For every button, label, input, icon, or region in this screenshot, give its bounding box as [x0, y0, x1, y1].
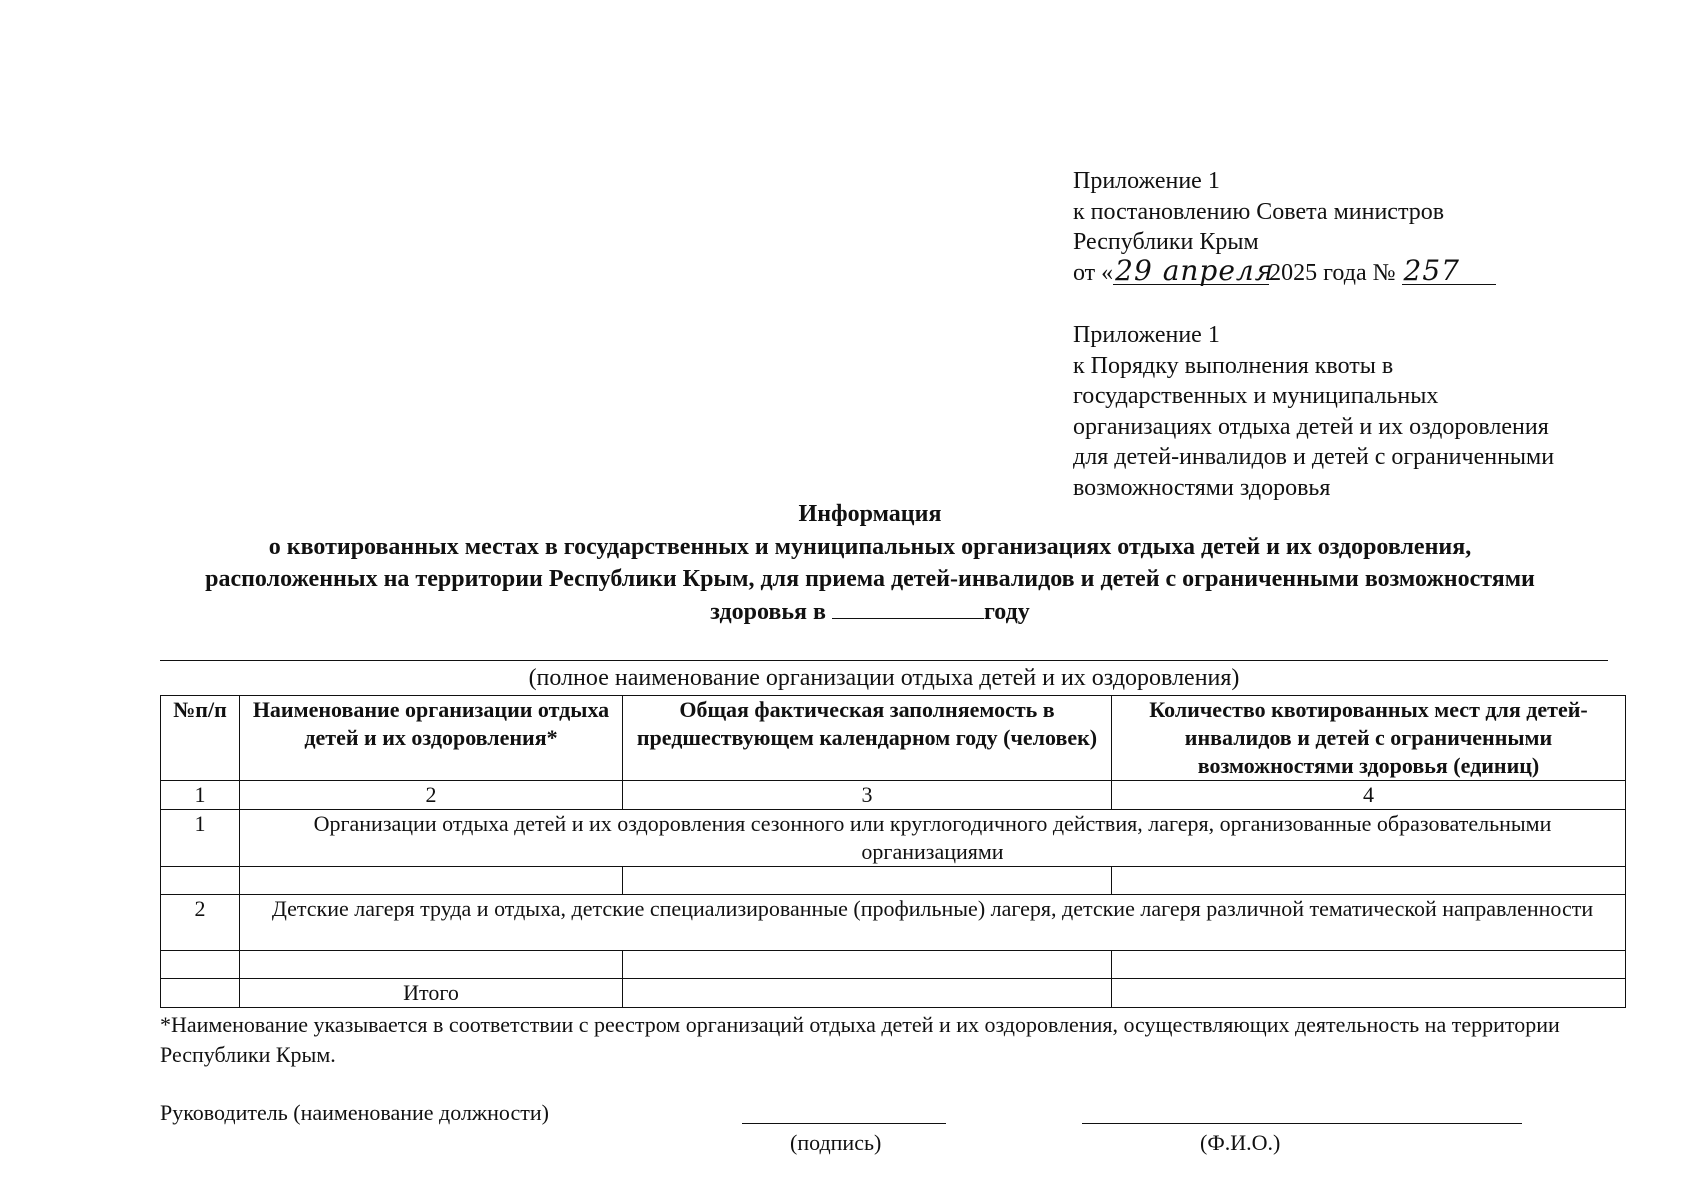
annex-1-block: [1073, 166, 1496, 288]
annex-2-title: Приложение 1: [1073, 322, 1220, 348]
document-title-line3: [140, 596, 1600, 629]
document-title-block: [140, 498, 1600, 628]
annex-2-block: [1073, 320, 1554, 503]
total-row: [161, 979, 1626, 1008]
annex-1-date-line: [1073, 253, 1496, 289]
header-organization: Наименование организации отдыха детей и их оздоровления*: [240, 696, 623, 781]
column-number: 3: [623, 781, 1112, 810]
head-position-label: Руководитель (наименование должности): [160, 1100, 549, 1125]
document-heading: Информация: [798, 501, 942, 527]
date-prefix: от «: [1073, 259, 1114, 286]
annex-2-line3: государственных и муниципальных: [1073, 383, 1439, 409]
table-cell[interactable]: [623, 951, 1112, 979]
annex-2-line5: для детей-инвалидов и детей с ограниченными: [1073, 444, 1555, 470]
table-cell[interactable]: [1112, 951, 1626, 979]
table-cell[interactable]: [240, 867, 623, 895]
section-1-number: 1: [161, 810, 240, 867]
organization-name-caption: (полное наименование организации отдыха детей и их оздоровления): [528, 665, 1240, 691]
table-cell[interactable]: [623, 979, 1112, 1008]
section-2-number: 2: [161, 895, 240, 951]
header-number: №п/п: [161, 696, 240, 781]
table-cell[interactable]: [240, 951, 623, 979]
section-2-row: [161, 895, 1626, 951]
title-year-after: году: [983, 598, 1030, 625]
full-name-field[interactable]: [1082, 1123, 1522, 1124]
column-number: 4: [1112, 781, 1626, 810]
signature-field[interactable]: [742, 1123, 946, 1124]
document-title-line1: о квотированных местах в государственных и муниципальных организациях отдыха детей и их оздоровления,: [268, 533, 1472, 560]
footnote: *Наименование указывается в соответствии с реестром организаций отдыха детей и их оздоровления, осуществляющих деятельность на территории Республики Крым.: [160, 1012, 1560, 1067]
year-text: 2025 года №: [1269, 259, 1396, 286]
handwritten-date: 29 апреля: [1115, 253, 1275, 287]
document-title-line2: расположенных на территории Республики Крым, для приема детей-инвалидов и детей с ограниченными возможностями: [205, 566, 1535, 592]
signature-caption: (подпись): [790, 1130, 882, 1155]
title-year-before: здоровья в: [710, 598, 826, 625]
annex-1-line3: Республики Крым: [1073, 229, 1259, 255]
annex-2-line6: возможностями здоровья: [1073, 474, 1331, 501]
header-occupancy: Общая фактическая заполняемость в предшествующем календарном году (человек): [623, 696, 1112, 781]
annex-2-line4: организациях отдыха детей и их оздоровления: [1073, 413, 1549, 440]
section-1-row: [161, 810, 1626, 867]
table-cell[interactable]: [161, 951, 240, 979]
handwritten-number: 257: [1402, 258, 1496, 285]
year-blank[interactable]: [832, 596, 984, 619]
full-name-caption: (Ф.И.О.): [1200, 1130, 1281, 1155]
annex-1-title: Приложение 1: [1073, 168, 1220, 194]
column-number: 1: [161, 781, 240, 810]
table-cell[interactable]: [1112, 867, 1626, 895]
total-label: Итого: [240, 979, 623, 1008]
annex-2-line2: к Порядку выполнения квоты в: [1073, 352, 1394, 379]
table-cell[interactable]: [161, 979, 240, 1008]
table-header-row: [161, 696, 1626, 781]
table-row: [161, 867, 1626, 895]
column-number-row: [161, 781, 1626, 810]
table-row: [161, 951, 1626, 979]
header-quota-places: Количество квотированных мест для детей-инвалидов и детей с ограниченными возможностями здоровья (единиц): [1112, 696, 1626, 781]
organization-name-field[interactable]: [160, 660, 1608, 661]
annex-1-line2: к постановлению Совета министров: [1073, 198, 1445, 225]
section-1-title: Организации отдыха детей и их оздоровления сезонного или круглогодичного действия, лагеря, организованные образовательными организациями: [240, 810, 1626, 867]
section-2-title: Детские лагеря труда и отдыха, детские специализированные (профильные) лагеря, детские лагеря различной тематической направленности: [240, 895, 1626, 951]
column-number: 2: [240, 781, 623, 810]
table-cell[interactable]: [623, 867, 1112, 895]
quota-table: [160, 695, 1626, 1008]
table-cell[interactable]: [161, 867, 240, 895]
table-cell[interactable]: [1112, 979, 1626, 1008]
